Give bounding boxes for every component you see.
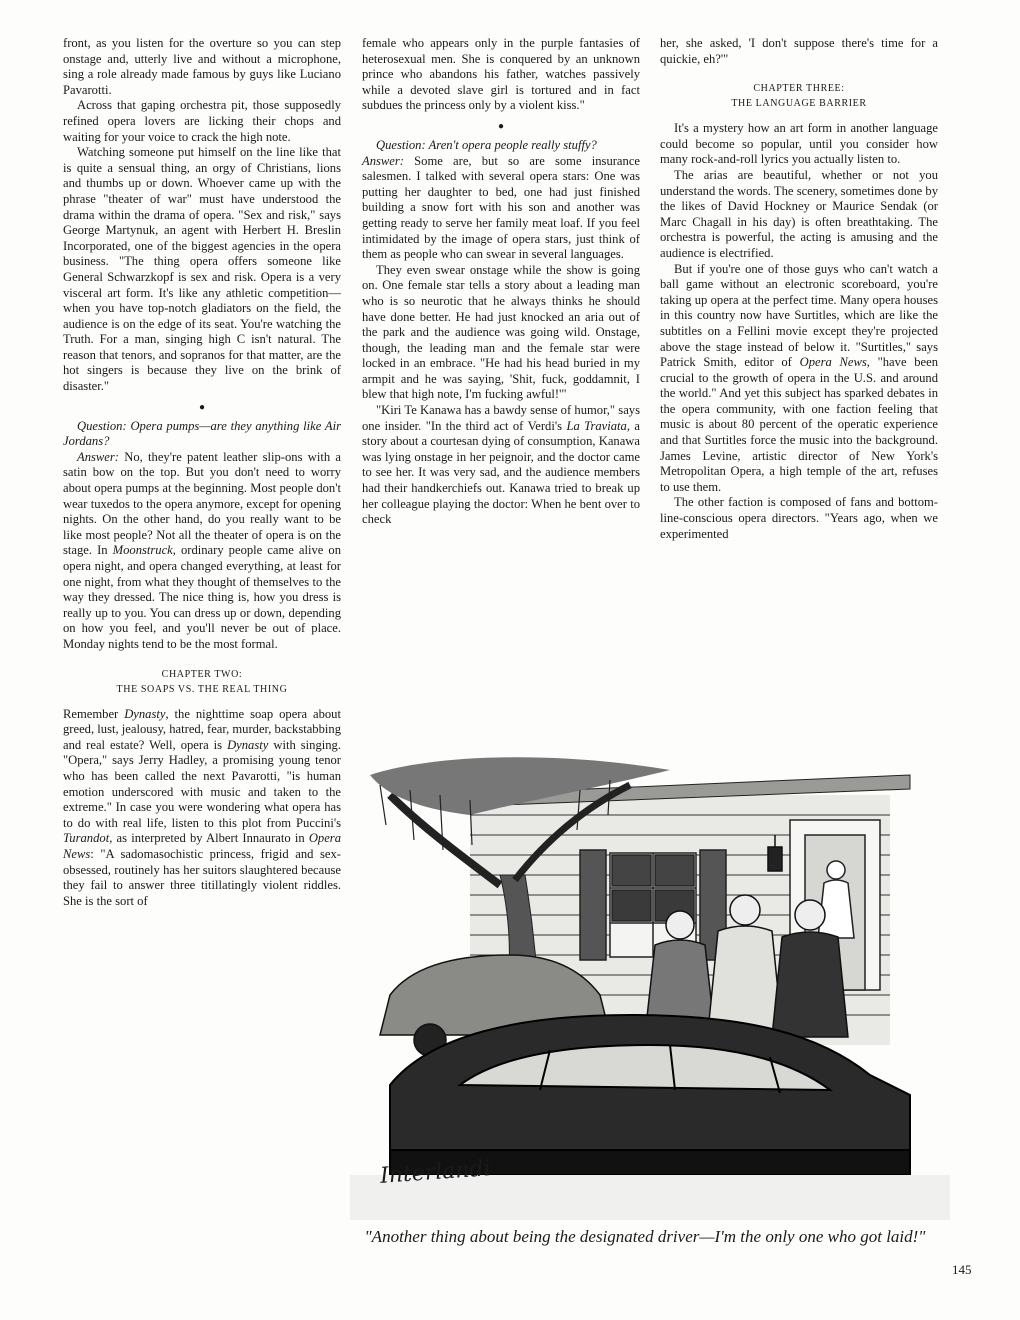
question-heading: Question: Opera pumps—are they anything like Air Jordans? (63, 418, 341, 449)
paragraph: They even swear onstage while the show is going on. One female star tells a story about a leading man who is so neurotic that he always thinks he should have done better. He had just knocked an aria out of the park and the audience was going wild. Onstage, though, the leading man and the female star were locked in an embrace. "He had his head buried in my armpit and he was saying, 'Shit, fuck, goddamnit, I blew that high note, I'm fucking awful!'" (362, 262, 640, 402)
paragraph: her, she asked, 'I don't suppose there's time for a quickie, eh?'" (660, 36, 938, 66)
question-heading: Question: Aren't opera people really stuffy? (376, 137, 597, 152)
show-title: Dynasty (227, 737, 269, 752)
window (580, 850, 726, 960)
article-column-2 (362, 36, 640, 528)
page-number: 145 (952, 1262, 972, 1277)
paragraph: front, as you listen for the overture so you can step onstage and, utterly live and without a microphone, sing a role already made famous by guys like Luciano Pavarotti. (63, 36, 341, 97)
chapter-heading: CHAPTER TWO: THE SOAPS VS. THE REAL THING (116, 668, 288, 695)
chapter-heading: CHAPTER THREE: THE LANGUAGE BARRIER (731, 83, 867, 110)
paragraph: Remember Dynasty, the nighttime soap opera about greed, lust, jealousy, hatred, fear, murder, backstabbing and real estate? Well, opera is Dynasty with singing. "Opera," says Jerry Hadley, a promising young tenor who has been called the next Pavarotti, "is human emotion underscored with music and taken to the extreme." In case you were wondering what opera has to do with real life, listen to this plot from Puccini's Turandot, as interpreted by Albert Innaurato in Opera News: "A sadomasochistic princess, frigid and sex-obsessed, routinely has her suitors slaughtered because they fail to answer three titillatingly violent riddles. She is the sort of (63, 706, 341, 908)
show-title: Dynasty (124, 706, 166, 721)
article-column-3 (660, 36, 938, 542)
magazine-title: Opera News (63, 831, 341, 861)
answer-paragraph: Answer: Some are, but so are some insurance salesmen. I talked with several opera stars: One was putting her daughter to bed, one had just finished building a snow fort with his son and another was getting ready to serve her family meat loaf. If you feel intimidated by the image of opera stars, just think of them as people who can swear in several languages. (362, 153, 640, 262)
section-bullet-icon: ● (198, 401, 206, 413)
paragraph: It's a mystery how an art form in another language could become so popular, until you consider how many rock-and-roll lyrics you actually listen to. (660, 121, 938, 167)
section-bullet-icon: ● (497, 120, 505, 132)
paragraph: Across that gaping orchestra pit, those supposedly refined opera lovers are licking their chops and waiting for your voice to crack the high note. (63, 98, 341, 144)
answer-paragraph: Answer: No, they're patent leather slip-ons with a satin bow on the top. But you don't need to worry about opera pumps at the beginning. Most people don't wear tuxedos to the opera anymore, except for opening nights. On the other hand, do you really want to be like most people? Not all the theater of opera is on the stage. In Moonstruck, ordinary people came alive on opera night, and opera changed everything, at least for one night, from what they thought of themselves to the way they dressed. The nice thing is, how you dress is really up to you. You can dress up or down, depending on how you feel, and you'll never be out of place. Monday nights tend to be the most formal. (63, 449, 342, 651)
paragraph: The other faction is composed of fans and bottom-line-conscious opera directors. "Years ago, when we experimented (660, 495, 938, 541)
paragraph: But if you're one of those guys who can't watch a ball game without an electronic scoreboard, you're taking up opera at the perfect time. Many opera houses in this country now have Surtitles, which are like the subtitles on a Fellini movie except they're projected above the stage instead of below it. "Surtitles," says Patrick Smith, editor of Opera News, "have been crucial to the growth of opera in the U.S. and around the world." And yet this subject has sparked debates in the opera community, with one faction feeling that music is about 80 percent of the operatic experience and that Surtitles force the music into the background. James Levine, artistic director of New York's Metropolitan Opera, a high temple of the art, refuses to use them. (660, 261, 939, 494)
paragraph: "Kiri Te Kanawa has a bawdy sense of humor," says one insider. "In the third act of Verdi's La Traviata, a story about a courtesan dying of consumption, Kanawa was lying onstage in her peignoir, and the doctor came to see her. It was very sad, and the audience members had their handkerchiefs out. Kanawa tried to break up her colleague playing the doctor: When he bent over to check (362, 403, 640, 527)
article-column-1 (63, 36, 341, 909)
cartoonist-signature: Interlandi (379, 1156, 492, 1189)
answer-label: Answer: (362, 153, 404, 168)
film-title: Moonstruck (112, 543, 173, 558)
magazine-title: Opera News (799, 355, 867, 370)
paragraph: female who appears only in the purple fantasies of heterosexual men. She is conquered by an unknown prince who abandons his father, watches passively while a devoted slave girl is tortured and in fact subdues the princess only by a violent kiss." (362, 36, 640, 113)
paragraph: Watching someone put himself on the line like that is quite a sensual thing, an orgy of Christians, lions and thumbs up or down. Whoever came up with the phrase "theater of war" must have understood the drama within the drama of opera. "Sex and risk," says George Martynuk, an agent with Herbert H. Breslin Incorporated, one of the biggest agencies in the opera business. "The thing opera offers someone like General Schwarzkopf is sex and risk. Opera is a very visceral art form. It's like any athletic competition—when you have top-notch gladiators on the field, the audience is on the edge of its seat. You're watching the Truth. For a man, singing high C isn't natural. The reason that tenors, and sopranos for that matter, are the hot singers is because they live on the brink of disaster." (63, 145, 341, 394)
paragraph: The arias are beautiful, whether or not you understand the words. The scenery, sometimes done by the likes of David Hockney or Maurice Sendak (or Marc Chagall in his day) is often breathtaking. The orchestra is powerful, the acting is amusing and the audience is electrified. (660, 167, 938, 260)
cartoon-caption: "Another thing about being the designated driver—I'm the only one who got laid!" (364, 1227, 926, 1246)
opera-title: La Traviata (566, 418, 627, 433)
opera-title: Turandot (63, 831, 110, 846)
answer-label: Answer: (77, 449, 119, 464)
cartoon-illustration (350, 755, 950, 1220)
